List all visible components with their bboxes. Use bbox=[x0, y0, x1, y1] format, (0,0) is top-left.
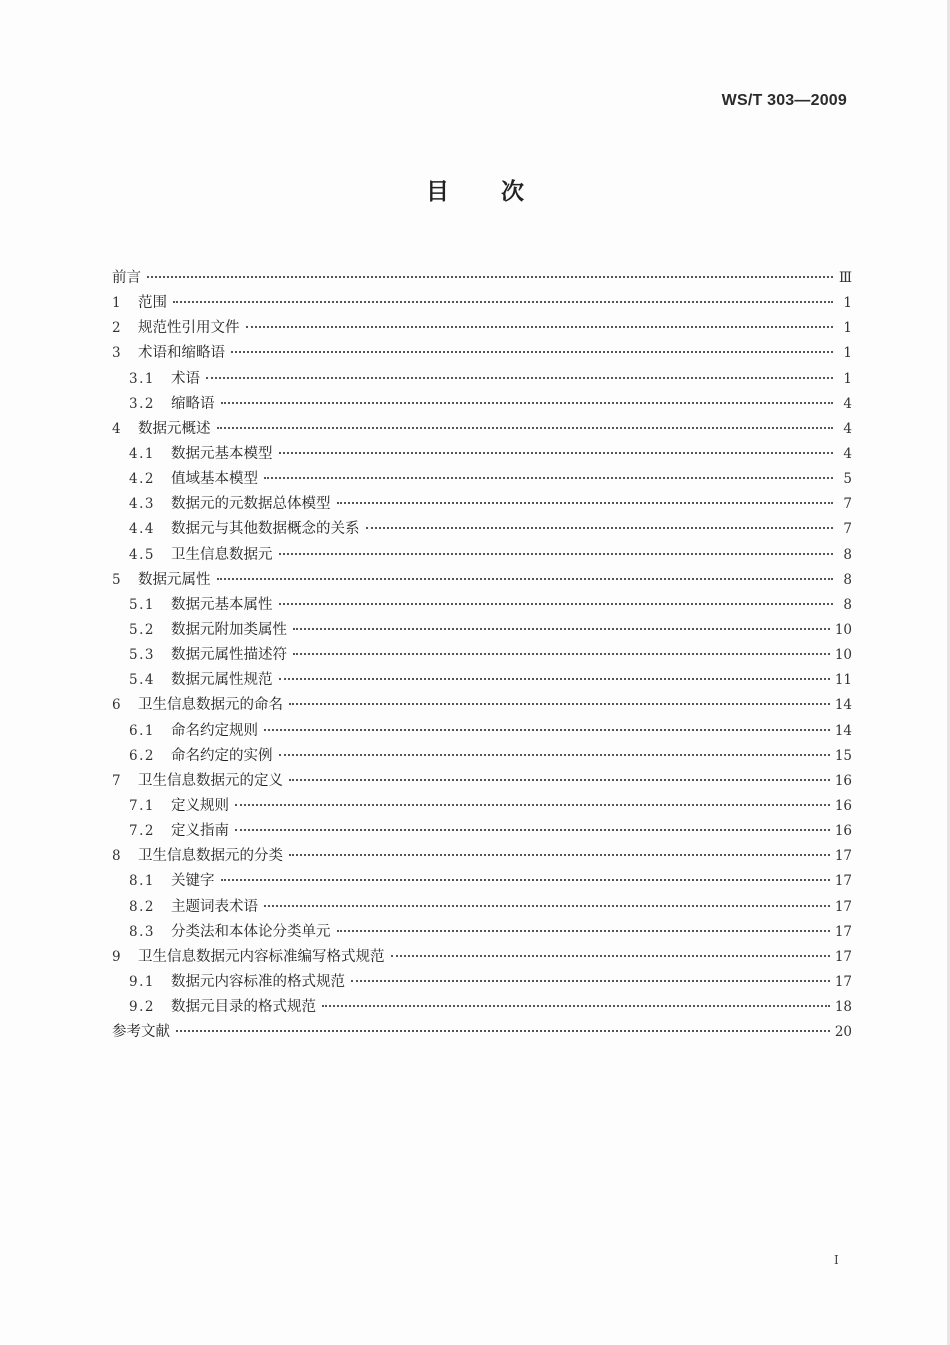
toc-entry-label: 定义指南 bbox=[171, 823, 229, 840]
toc-entry-number: 2 bbox=[112, 320, 121, 337]
toc-leader-dots bbox=[173, 301, 833, 303]
toc-entry-number: 4.5 bbox=[129, 546, 155, 563]
toc-entry-number: 5.3 bbox=[129, 647, 155, 664]
toc-entry-number: 9 bbox=[112, 948, 121, 965]
toc-entry-page: 8 bbox=[843, 546, 852, 563]
toc-entry[interactable] bbox=[112, 995, 852, 1020]
toc-leader-dots bbox=[235, 804, 830, 806]
toc-entry-label: 术语 bbox=[171, 370, 200, 387]
toc-entry-page: 17 bbox=[834, 873, 852, 890]
toc-entry[interactable] bbox=[112, 819, 852, 844]
toc-entry-page: 17 bbox=[834, 848, 852, 865]
toc-entry[interactable] bbox=[112, 744, 852, 769]
toc-entry-number: 8.2 bbox=[129, 898, 155, 915]
toc-entry-label: 缩略语 bbox=[171, 395, 215, 412]
toc-entry-label: 分类法和本体论分类单元 bbox=[171, 923, 331, 940]
toc-entry[interactable] bbox=[112, 618, 852, 643]
toc-entry-page: 15 bbox=[834, 747, 852, 764]
toc-entry-label: 卫生信息数据元内容标准编写格式规范 bbox=[138, 948, 385, 965]
toc-leader-dots bbox=[176, 1030, 830, 1032]
toc-entry-number: 5.4 bbox=[129, 672, 155, 689]
toc-entry[interactable] bbox=[112, 417, 852, 442]
toc-entry-label: 卫生信息数据元的命名 bbox=[138, 697, 283, 714]
toc-entry-label: 数据元内容标准的格式规范 bbox=[171, 973, 345, 990]
toc-entry-label: 命名约定规则 bbox=[171, 722, 258, 739]
toc-entry-label: 前言 bbox=[112, 270, 141, 286]
toc-entry-page: 7 bbox=[843, 496, 852, 513]
toc-entry-label: 数据元基本属性 bbox=[171, 596, 273, 613]
toc-entry-label: 数据元目录的格式规范 bbox=[171, 999, 316, 1016]
toc-entry-number: 8 bbox=[112, 848, 121, 865]
toc-entry-label: 卫生信息数据元的分类 bbox=[138, 848, 283, 865]
toc-leader-dots bbox=[206, 377, 833, 379]
toc-entry-page: 17 bbox=[834, 898, 852, 915]
toc-leader-dots bbox=[264, 729, 830, 731]
toc-leader-dots bbox=[264, 477, 833, 479]
toc-entry-number: 6.2 bbox=[129, 747, 155, 764]
toc-entry-label: 数据元属性 bbox=[138, 571, 211, 588]
toc-entry-page: 16 bbox=[834, 797, 852, 814]
toc-leader-dots bbox=[289, 703, 830, 705]
toc-entry-page: 17 bbox=[834, 948, 852, 965]
toc-entry-number: 5.2 bbox=[129, 621, 155, 638]
toc-entry-label: 主题词表术语 bbox=[171, 898, 258, 915]
toc-entry-page: 5 bbox=[843, 471, 852, 488]
toc-leader-dots bbox=[366, 527, 834, 529]
toc-entry-page: 14 bbox=[834, 722, 852, 739]
toc-entry-label: 规范性引用文件 bbox=[138, 320, 240, 337]
toc-entry-number: 6.1 bbox=[129, 722, 155, 739]
toc-leader-dots bbox=[279, 754, 830, 756]
toc-entry-page: 11 bbox=[834, 672, 852, 689]
toc-entry-label: 数据元附加类属性 bbox=[171, 621, 287, 638]
toc-entry-number: 8.1 bbox=[129, 873, 155, 890]
toc-entry[interactable] bbox=[112, 643, 852, 668]
toc-entry-page: 18 bbox=[834, 999, 852, 1016]
toc-leader-dots bbox=[235, 829, 830, 831]
toc-entry-page: 10 bbox=[834, 621, 852, 638]
toc-entry-number: 4.2 bbox=[129, 471, 155, 488]
toc-entry-number: 4.4 bbox=[129, 521, 155, 538]
toc-leader-dots bbox=[246, 326, 834, 328]
toc-entry[interactable] bbox=[112, 794, 852, 819]
toc-leader-dots bbox=[289, 779, 830, 781]
toc-leader-dots bbox=[279, 678, 830, 680]
toc-entry-number: 9.1 bbox=[129, 973, 155, 990]
toc-entry-number: 6 bbox=[112, 697, 121, 714]
toc-entry-number: 9.2 bbox=[129, 999, 155, 1016]
toc-leader-dots bbox=[337, 502, 834, 504]
toc-entry-number: 4 bbox=[112, 420, 121, 437]
toc-entry-page: 16 bbox=[834, 772, 852, 789]
toc-entry[interactable] bbox=[112, 266, 852, 291]
toc-entry-label: 数据元属性规范 bbox=[171, 672, 273, 689]
page-title: 目次 bbox=[426, 179, 576, 205]
toc-entry-number: 3.1 bbox=[129, 370, 155, 387]
toc-leader-dots bbox=[322, 1005, 830, 1007]
toc-entry-label: 数据元与其他数据概念的关系 bbox=[171, 521, 360, 538]
toc-entry-page: 1 bbox=[843, 345, 852, 362]
toc-leader-dots bbox=[221, 879, 830, 881]
toc-entry-page: 7 bbox=[843, 521, 852, 538]
toc-entry[interactable] bbox=[112, 291, 852, 316]
toc-entry[interactable] bbox=[112, 392, 852, 417]
toc-entry[interactable] bbox=[112, 693, 852, 718]
toc-entry-label: 值域基本模型 bbox=[171, 471, 258, 488]
toc-entry-label: 术语和缩略语 bbox=[138, 345, 225, 362]
toc-entry[interactable] bbox=[112, 719, 852, 744]
toc-leader-dots bbox=[217, 427, 834, 429]
toc-entry-page: 10 bbox=[834, 647, 852, 664]
toc-entry-page: 4 bbox=[843, 445, 852, 462]
toc-entry-page: 8 bbox=[843, 596, 852, 613]
toc-entry-label: 数据元基本模型 bbox=[171, 445, 273, 462]
toc-entry-label: 范围 bbox=[138, 295, 167, 312]
toc-entry[interactable] bbox=[112, 492, 852, 517]
toc-entry[interactable] bbox=[112, 568, 852, 593]
toc-entry-page: Ⅲ bbox=[838, 270, 852, 286]
toc-entry-label: 卫生信息数据元的定义 bbox=[138, 772, 283, 789]
toc-entry[interactable] bbox=[112, 844, 852, 869]
toc-entry[interactable] bbox=[112, 970, 852, 995]
toc-entry-page: 17 bbox=[834, 973, 852, 990]
toc-entry-page: 16 bbox=[834, 823, 852, 840]
toc-entry-number: 7.1 bbox=[129, 797, 155, 814]
toc-leader-dots bbox=[351, 980, 830, 982]
toc-entry-label: 卫生信息数据元 bbox=[171, 546, 273, 563]
toc-entry-page: 20 bbox=[834, 1024, 852, 1041]
toc-entry-number: 8.3 bbox=[129, 923, 155, 940]
toc-leader-dots bbox=[391, 955, 830, 957]
toc-leader-dots bbox=[293, 653, 830, 655]
toc-entry-number: 5.1 bbox=[129, 596, 155, 613]
toc-entry-number: 1 bbox=[112, 295, 121, 312]
toc-entry-page: 1 bbox=[843, 295, 852, 312]
toc-leader-dots bbox=[279, 603, 834, 605]
toc-entry[interactable] bbox=[112, 442, 852, 467]
toc-leader-dots bbox=[217, 578, 834, 580]
toc-entry[interactable] bbox=[112, 543, 852, 568]
toc-entry-label: 数据元的元数据总体模型 bbox=[171, 496, 331, 513]
toc-entry[interactable] bbox=[112, 920, 852, 945]
toc-entry-number: 7 bbox=[112, 772, 121, 789]
toc-entry[interactable] bbox=[112, 895, 852, 920]
standard-number: WS/T 303—2009 bbox=[721, 92, 847, 109]
toc-entry-page: 4 bbox=[843, 420, 852, 437]
toc-leader-dots bbox=[289, 854, 830, 856]
toc-leader-dots bbox=[293, 628, 830, 630]
toc-entry-number: 5 bbox=[112, 571, 121, 588]
toc-entry[interactable] bbox=[112, 593, 852, 618]
toc-entry[interactable] bbox=[112, 1020, 852, 1045]
toc-leader-dots bbox=[147, 276, 833, 278]
toc-leader-dots bbox=[337, 930, 830, 932]
toc-entry-label: 参考文献 bbox=[112, 1024, 170, 1041]
toc-entry-page: 4 bbox=[843, 395, 852, 412]
toc-entry[interactable] bbox=[112, 367, 852, 392]
toc-entry[interactable] bbox=[112, 517, 852, 542]
toc-entry[interactable] bbox=[112, 467, 852, 492]
toc-entry-page: 1 bbox=[843, 370, 852, 387]
toc-entry-label: 命名约定的实例 bbox=[171, 747, 273, 764]
toc-leader-dots bbox=[221, 402, 834, 404]
toc-entry-number: 4.1 bbox=[129, 445, 155, 462]
toc-entry-label: 关键字 bbox=[171, 873, 215, 890]
toc-entry-label: 数据元概述 bbox=[138, 420, 211, 437]
toc-leader-dots bbox=[231, 351, 833, 353]
toc-entry-number: 4.3 bbox=[129, 496, 155, 513]
toc-entry-number: 3 bbox=[112, 345, 121, 362]
toc-entry-page: 17 bbox=[834, 923, 852, 940]
toc-entry-number: 7.2 bbox=[129, 823, 155, 840]
toc-entry[interactable] bbox=[112, 945, 852, 970]
toc-entry-label: 数据元属性描述符 bbox=[171, 647, 287, 664]
toc-entry[interactable] bbox=[112, 869, 852, 894]
toc-entry[interactable] bbox=[112, 769, 852, 794]
toc-entry[interactable] bbox=[112, 316, 852, 341]
toc-leader-dots bbox=[279, 553, 834, 555]
toc-entry-page: 14 bbox=[834, 697, 852, 714]
table-of-contents bbox=[112, 266, 852, 1045]
toc-entry-label: 定义规则 bbox=[171, 797, 229, 814]
toc-entry-page: 8 bbox=[843, 571, 852, 588]
toc-leader-dots bbox=[279, 452, 834, 454]
page-folio: I bbox=[834, 1253, 839, 1267]
toc-entry[interactable] bbox=[112, 341, 852, 366]
toc-entry-page: 1 bbox=[843, 320, 852, 337]
toc-entry[interactable] bbox=[112, 668, 852, 693]
toc-leader-dots bbox=[264, 905, 830, 907]
toc-entry-number: 3.2 bbox=[129, 395, 155, 412]
